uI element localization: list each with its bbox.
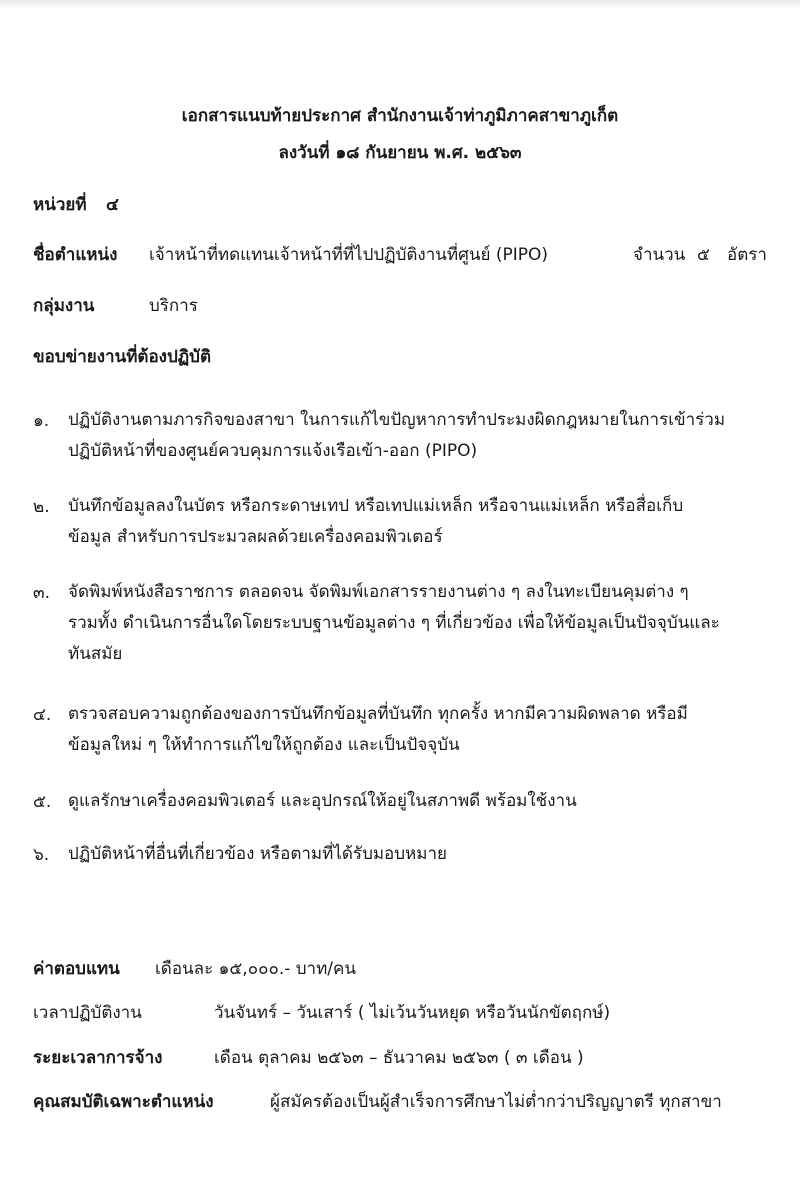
period-value: เดือน ตุลาคม ๒๕๖๓ – ธันวาคม ๒๕๖๓ ( ๓ เดือน ) [214, 1048, 584, 1068]
duty-number: ๕. [33, 792, 52, 812]
duty-line: ดูแลรักษาเครื่องคอมพิวเตอร์ และอุปกรณ์ให้อยู่ในสภาพดี พร้อมใช้งาน [68, 791, 577, 811]
duty-item [68, 699, 793, 761]
work-time-label: เวลาปฏิบัติงาน [33, 1003, 142, 1023]
unit-label: หน่วยที่ [33, 195, 87, 215]
document-date: ลงวันที่ ๑๘ กันยายน พ.ศ. ๒๕๖๓ [278, 143, 522, 163]
duty-number: ๓. [33, 583, 51, 603]
position-label: ชื่อตำแหน่ง [33, 245, 118, 265]
duty-item [68, 786, 793, 817]
unit-value: ๔ [106, 195, 119, 215]
period-label: ระยะเวลาการจ้าง [33, 1048, 163, 1068]
position-count-unit: อัตรา [727, 245, 767, 265]
qualification-label: คุณสมบัติเฉพาะตำแหน่ง [33, 1092, 214, 1112]
scan-edge [0, 0, 800, 8]
work-group-value: บริการ [149, 296, 198, 316]
duty-line: ปฏิบัติหน้าที่ของศูนย์ควบคุมการแจ้งเรือเข้า-ออก (PIPO) [68, 441, 478, 461]
duty-item [68, 577, 793, 670]
duty-line: ปฏิบัติงานตามภารกิจของสาขา ในการแก้ไขปัญหาการทำประมงผิดกฎหมายในการเข้าร่วม [68, 410, 726, 430]
document-title: เอกสารแนบท้ายประกาศ สำนักงานเจ้าท่าภูมิภาคสาขาภูเก็ต [181, 106, 619, 126]
duty-line: ตรวจสอบความถูกต้องของการบันทึกข้อมูลที่บันทึก ทุกครั้ง หากมีความผิดพลาด หรือมี [68, 704, 688, 724]
duty-item [68, 491, 793, 553]
duty-line: จัดพิมพ์หนังสือราชการ ตลอดจน จัดพิมพ์เอกสารรายงานต่าง ๆ ลงในทะเบียนคุมต่าง ๆ [68, 582, 689, 602]
duties-heading: ขอบข่ายงานที่ต้องปฏิบัติ [33, 347, 212, 367]
work-time-value: วันจันทร์ – วันเสาร์ ( ไม่เว้นวันหยุด หรือวันนักขัตฤกษ์) [214, 1003, 611, 1023]
duty-item [68, 405, 793, 467]
duty-line: ปฏิบัติหน้าที่อื่นที่เกี่ยวข้อง หรือตามที่ได้รับมอบหมาย [68, 844, 447, 864]
compensation-value: เดือนละ ๑๕,๐๐๐.- บาท/คน [155, 959, 357, 979]
compensation-label: ค่าตอบแทน [33, 959, 120, 979]
position-count-value: ๕ [697, 245, 710, 265]
work-group-label: กลุ่มงาน [33, 296, 95, 316]
duty-number: ๔. [33, 705, 52, 725]
position-count-label: จำนวน [633, 245, 686, 265]
duty-line: ข้อมูลใหม่ ๆ ให้ทำการแก้ไขให้ถูกต้อง และเป็นปัจจุบัน [68, 735, 460, 755]
duty-number: ๒. [33, 497, 50, 517]
duty-line: ทันสมัย [68, 644, 123, 664]
duty-line: บันทึกข้อมูลลงในบัตร หรือกระดาษเทป หรือเทปแม่เหล็ก หรือจานแม่เหล็ก หรือสื่อเก็บ [68, 496, 684, 516]
qualification-value: ผู้สมัครต้องเป็นผู้สำเร็จการศึกษาไม่ต่ำกว่าปริญญาตรี ทุกสาขา [270, 1092, 722, 1112]
duty-item [68, 839, 793, 870]
position-value: เจ้าหน้าที่ทดแทนเจ้าหน้าที่ที่ไปปฏิบัติงานที่ศูนย์ (PIPO) [149, 245, 549, 265]
duty-line: ข้อมูล สำหรับการประมวลผลด้วยเครื่องคอมพิวเตอร์ [68, 527, 443, 547]
duty-line: รวมทั้ง ดำเนินการอื่นใดโดยระบบฐานข้อมูลต่าง ๆ ที่เกี่ยวข้อง เพื่อให้ข้อมูลเป็นปัจจุบันและ [68, 613, 720, 633]
duty-number: ๑. [33, 411, 50, 431]
duty-number: ๖. [33, 845, 50, 865]
